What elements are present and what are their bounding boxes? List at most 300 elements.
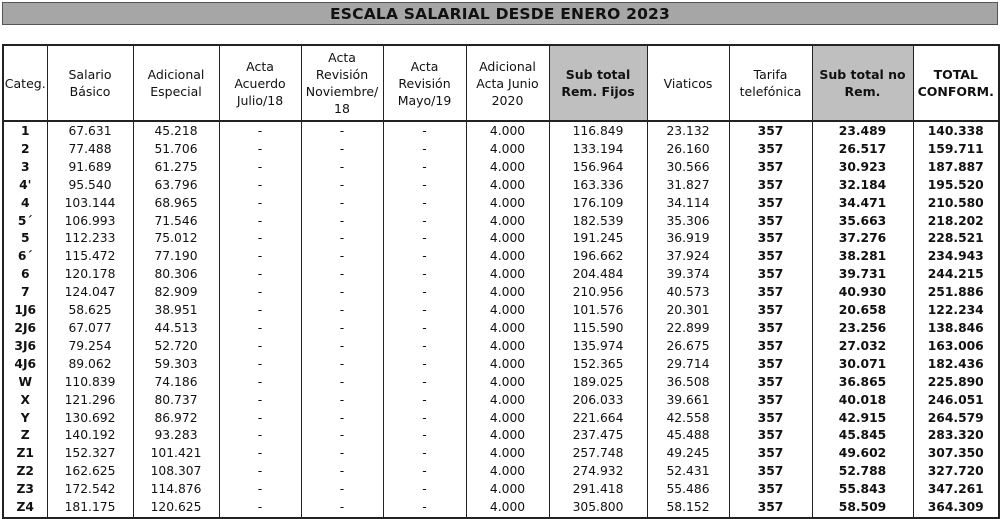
cell-acta-nov18: - — [301, 213, 383, 231]
cell-acta-julio18: - — [219, 141, 301, 159]
cell-subtotal-rem: 291.418 — [549, 481, 647, 499]
cell-subtotal-rem: 176.109 — [549, 195, 647, 213]
cell-adicional-junio2020: 4.000 — [466, 121, 549, 141]
table-row — [3, 463, 999, 481]
cell-acta-nov18: - — [301, 284, 383, 302]
table-row — [3, 427, 999, 445]
cell-adicional-junio2020: 4.000 — [466, 284, 549, 302]
cell-adicional-especial: 45.218 — [133, 121, 219, 141]
cell-tarifa: 357 — [729, 499, 812, 518]
cell-salario-basico: 172.542 — [47, 481, 133, 499]
cell-salario-basico: 79.254 — [47, 338, 133, 356]
cell-acta-nov18: - — [301, 374, 383, 392]
cell-tarifa: 357 — [729, 427, 812, 445]
cell-acta-julio18: - — [219, 445, 301, 463]
cell-salario-basico: 121.296 — [47, 392, 133, 410]
table-row — [3, 302, 999, 320]
cell-tarifa: 357 — [729, 284, 812, 302]
cell-total: 264.579 — [913, 410, 999, 428]
cell-viaticos: 30.566 — [647, 159, 729, 177]
table-row — [3, 159, 999, 177]
cell-acta-mayo19: - — [383, 356, 466, 374]
cell-tarifa: 357 — [729, 177, 812, 195]
cell-viaticos: 22.899 — [647, 320, 729, 338]
cell-acta-mayo19: - — [383, 248, 466, 266]
table-row — [3, 248, 999, 266]
cell-salario-basico: 67.077 — [47, 320, 133, 338]
cell-categ: X — [3, 392, 47, 410]
cell-subtotal-no-rem: 49.602 — [812, 445, 913, 463]
cell-acta-nov18: - — [301, 141, 383, 159]
cell-subtotal-rem: 189.025 — [549, 374, 647, 392]
header-acta-julio18: Acta Acuerdo Julio/18 — [219, 45, 301, 121]
cell-categ: 4 — [3, 195, 47, 213]
cell-acta-julio18: - — [219, 248, 301, 266]
cell-viaticos: 26.160 — [647, 141, 729, 159]
cell-adicional-junio2020: 4.000 — [466, 195, 549, 213]
cell-total: 218.202 — [913, 213, 999, 231]
cell-acta-julio18: - — [219, 338, 301, 356]
cell-categ: 2J6 — [3, 320, 47, 338]
cell-acta-nov18: - — [301, 195, 383, 213]
cell-viaticos: 39.661 — [647, 392, 729, 410]
cell-acta-mayo19: - — [383, 499, 466, 518]
cell-viaticos: 37.924 — [647, 248, 729, 266]
cell-acta-julio18: - — [219, 499, 301, 518]
cell-acta-nov18: - — [301, 427, 383, 445]
cell-tarifa: 357 — [729, 195, 812, 213]
cell-viaticos: 58.152 — [647, 499, 729, 518]
cell-subtotal-rem: 101.576 — [549, 302, 647, 320]
cell-total: 307.350 — [913, 445, 999, 463]
cell-adicional-especial: 93.283 — [133, 427, 219, 445]
cell-viaticos: 40.573 — [647, 284, 729, 302]
cell-tarifa: 357 — [729, 445, 812, 463]
cell-categ: 2 — [3, 141, 47, 159]
cell-subtotal-rem: 305.800 — [549, 499, 647, 518]
cell-subtotal-no-rem: 20.658 — [812, 302, 913, 320]
cell-acta-julio18: - — [219, 230, 301, 248]
table-row — [3, 230, 999, 248]
table-row — [3, 320, 999, 338]
cell-subtotal-no-rem: 26.517 — [812, 141, 913, 159]
cell-salario-basico: 140.192 — [47, 427, 133, 445]
cell-tarifa: 357 — [729, 356, 812, 374]
cell-acta-mayo19: - — [383, 320, 466, 338]
cell-subtotal-rem: 191.245 — [549, 230, 647, 248]
header-viaticos: Viaticos — [647, 45, 729, 121]
cell-subtotal-no-rem: 35.663 — [812, 213, 913, 231]
cell-tarifa: 357 — [729, 141, 812, 159]
cell-acta-mayo19: - — [383, 141, 466, 159]
cell-subtotal-rem: 274.932 — [549, 463, 647, 481]
cell-tarifa: 357 — [729, 213, 812, 231]
cell-acta-mayo19: - — [383, 338, 466, 356]
header-salario-basico: Salario Básico — [47, 45, 133, 121]
cell-salario-basico: 91.689 — [47, 159, 133, 177]
cell-subtotal-no-rem: 37.276 — [812, 230, 913, 248]
cell-salario-basico: 103.144 — [47, 195, 133, 213]
cell-viaticos: 31.827 — [647, 177, 729, 195]
cell-acta-mayo19: - — [383, 481, 466, 499]
cell-adicional-junio2020: 4.000 — [466, 374, 549, 392]
cell-adicional-junio2020: 4.000 — [466, 499, 549, 518]
cell-adicional-junio2020: 4.000 — [466, 356, 549, 374]
cell-adicional-junio2020: 4.000 — [466, 445, 549, 463]
cell-viaticos: 49.245 — [647, 445, 729, 463]
cell-adicional-especial: 101.421 — [133, 445, 219, 463]
cell-adicional-especial: 86.972 — [133, 410, 219, 428]
cell-acta-mayo19: - — [383, 410, 466, 428]
cell-acta-nov18: - — [301, 481, 383, 499]
cell-total: 347.261 — [913, 481, 999, 499]
cell-total: 246.051 — [913, 392, 999, 410]
cell-viaticos: 52.431 — [647, 463, 729, 481]
cell-total: 283.320 — [913, 427, 999, 445]
cell-acta-nov18: - — [301, 302, 383, 320]
cell-adicional-junio2020: 4.000 — [466, 230, 549, 248]
cell-subtotal-rem: 156.964 — [549, 159, 647, 177]
cell-acta-mayo19: - — [383, 213, 466, 231]
cell-subtotal-no-rem: 39.731 — [812, 266, 913, 284]
cell-acta-julio18: - — [219, 159, 301, 177]
cell-subtotal-rem: 133.194 — [549, 141, 647, 159]
cell-subtotal-rem: 135.974 — [549, 338, 647, 356]
cell-acta-mayo19: - — [383, 266, 466, 284]
cell-total: 138.846 — [913, 320, 999, 338]
cell-adicional-junio2020: 4.000 — [466, 392, 549, 410]
cell-categ: Z3 — [3, 481, 47, 499]
table-row — [3, 392, 999, 410]
cell-subtotal-rem: 237.475 — [549, 427, 647, 445]
cell-categ: 3J6 — [3, 338, 47, 356]
cell-acta-julio18: - — [219, 356, 301, 374]
cell-acta-nov18: - — [301, 445, 383, 463]
cell-viaticos: 29.714 — [647, 356, 729, 374]
cell-tarifa: 357 — [729, 159, 812, 177]
cell-subtotal-no-rem: 30.071 — [812, 356, 913, 374]
cell-adicional-junio2020: 4.000 — [466, 159, 549, 177]
cell-subtotal-rem: 152.365 — [549, 356, 647, 374]
cell-subtotal-no-rem: 55.843 — [812, 481, 913, 499]
cell-subtotal-rem: 210.956 — [549, 284, 647, 302]
cell-acta-mayo19: - — [383, 177, 466, 195]
cell-viaticos: 45.488 — [647, 427, 729, 445]
cell-total: 182.436 — [913, 356, 999, 374]
cell-total: 327.720 — [913, 463, 999, 481]
cell-categ: 1 — [3, 121, 47, 141]
cell-salario-basico: 95.540 — [47, 177, 133, 195]
cell-viaticos: 35.306 — [647, 213, 729, 231]
table-row — [3, 410, 999, 428]
cell-adicional-junio2020: 4.000 — [466, 177, 549, 195]
header-subtotal-rem: Sub total Rem. Fijos — [549, 45, 647, 121]
cell-subtotal-no-rem: 40.930 — [812, 284, 913, 302]
cell-categ: 6´ — [3, 248, 47, 266]
cell-categ: 7 — [3, 284, 47, 302]
cell-adicional-junio2020: 4.000 — [466, 338, 549, 356]
cell-tarifa: 357 — [729, 230, 812, 248]
cell-acta-julio18: - — [219, 463, 301, 481]
cell-subtotal-no-rem: 58.509 — [812, 499, 913, 518]
cell-subtotal-no-rem: 38.281 — [812, 248, 913, 266]
cell-adicional-especial: 52.720 — [133, 338, 219, 356]
cell-subtotal-no-rem: 32.184 — [812, 177, 913, 195]
cell-acta-julio18: - — [219, 481, 301, 499]
cell-adicional-junio2020: 4.000 — [466, 266, 549, 284]
cell-subtotal-no-rem: 42.915 — [812, 410, 913, 428]
cell-tarifa: 357 — [729, 266, 812, 284]
cell-subtotal-no-rem: 23.256 — [812, 320, 913, 338]
cell-acta-julio18: - — [219, 427, 301, 445]
cell-total: 210.580 — [913, 195, 999, 213]
cell-acta-julio18: - — [219, 302, 301, 320]
cell-acta-julio18: - — [219, 177, 301, 195]
cell-adicional-junio2020: 4.000 — [466, 427, 549, 445]
table-row — [3, 445, 999, 463]
cell-acta-mayo19: - — [383, 427, 466, 445]
cell-acta-nov18: - — [301, 499, 383, 518]
cell-acta-mayo19: - — [383, 374, 466, 392]
cell-total: 140.338 — [913, 121, 999, 141]
cell-acta-nov18: - — [301, 159, 383, 177]
cell-tarifa: 357 — [729, 374, 812, 392]
cell-categ: Z — [3, 427, 47, 445]
table-row — [3, 195, 999, 213]
cell-categ: Y — [3, 410, 47, 428]
cell-adicional-especial: 44.513 — [133, 320, 219, 338]
cell-acta-mayo19: - — [383, 463, 466, 481]
cell-viaticos: 55.486 — [647, 481, 729, 499]
cell-acta-nov18: - — [301, 338, 383, 356]
cell-total: 122.234 — [913, 302, 999, 320]
cell-adicional-junio2020: 4.000 — [466, 141, 549, 159]
cell-categ: 4' — [3, 177, 47, 195]
cell-adicional-junio2020: 4.000 — [466, 302, 549, 320]
cell-acta-mayo19: - — [383, 159, 466, 177]
cell-viaticos: 23.132 — [647, 121, 729, 141]
cell-categ: 1J6 — [3, 302, 47, 320]
cell-acta-nov18: - — [301, 320, 383, 338]
cell-adicional-junio2020: 4.000 — [466, 320, 549, 338]
cell-salario-basico: 124.047 — [47, 284, 133, 302]
table-row — [3, 338, 999, 356]
cell-salario-basico: 162.625 — [47, 463, 133, 481]
cell-acta-mayo19: - — [383, 195, 466, 213]
cell-acta-julio18: - — [219, 320, 301, 338]
cell-acta-mayo19: - — [383, 302, 466, 320]
cell-subtotal-no-rem: 34.471 — [812, 195, 913, 213]
cell-acta-julio18: - — [219, 195, 301, 213]
cell-tarifa: 357 — [729, 121, 812, 141]
header-adicional-especial: Adicional Especial — [133, 45, 219, 121]
cell-total: 234.943 — [913, 248, 999, 266]
cell-total: 364.309 — [913, 499, 999, 518]
cell-total: 187.887 — [913, 159, 999, 177]
table-row — [3, 121, 999, 141]
header-acta-nov18: Acta Revisión Noviembre/ 18 — [301, 45, 383, 121]
cell-acta-nov18: - — [301, 248, 383, 266]
cell-adicional-junio2020: 4.000 — [466, 463, 549, 481]
table-row — [3, 481, 999, 499]
cell-acta-julio18: - — [219, 392, 301, 410]
cell-subtotal-no-rem: 45.845 — [812, 427, 913, 445]
header-adicional-junio2020: Adicional Acta Junio 2020 — [466, 45, 549, 121]
cell-salario-basico: 67.631 — [47, 121, 133, 141]
header-row — [3, 45, 999, 121]
cell-acta-julio18: - — [219, 374, 301, 392]
cell-total: 228.521 — [913, 230, 999, 248]
cell-viaticos: 39.374 — [647, 266, 729, 284]
cell-salario-basico: 152.327 — [47, 445, 133, 463]
cell-tarifa: 357 — [729, 463, 812, 481]
cell-adicional-especial: 75.012 — [133, 230, 219, 248]
cell-adicional-especial: 59.303 — [133, 356, 219, 374]
cell-viaticos: 36.508 — [647, 374, 729, 392]
header-acta-mayo19: Acta Revisión Mayo/19 — [383, 45, 466, 121]
cell-acta-nov18: - — [301, 392, 383, 410]
cell-subtotal-rem: 206.033 — [549, 392, 647, 410]
cell-adicional-especial: 77.190 — [133, 248, 219, 266]
cell-categ: 3 — [3, 159, 47, 177]
cell-categ: 4J6 — [3, 356, 47, 374]
cell-total: 251.886 — [913, 284, 999, 302]
table-body — [3, 121, 999, 518]
cell-total: 159.711 — [913, 141, 999, 159]
cell-acta-nov18: - — [301, 410, 383, 428]
cell-subtotal-rem: 115.590 — [549, 320, 647, 338]
cell-tarifa: 357 — [729, 392, 812, 410]
cell-viaticos: 34.114 — [647, 195, 729, 213]
cell-tarifa: 357 — [729, 338, 812, 356]
cell-salario-basico: 130.692 — [47, 410, 133, 428]
cell-acta-nov18: - — [301, 266, 383, 284]
cell-acta-mayo19: - — [383, 230, 466, 248]
page-title: ESCALA SALARIAL DESDE ENERO 2023 — [2, 2, 998, 25]
cell-viaticos: 42.558 — [647, 410, 729, 428]
cell-adicional-especial: 61.275 — [133, 159, 219, 177]
cell-acta-julio18: - — [219, 213, 301, 231]
cell-adicional-especial: 71.546 — [133, 213, 219, 231]
cell-adicional-especial: 108.307 — [133, 463, 219, 481]
cell-total: 195.520 — [913, 177, 999, 195]
cell-viaticos: 20.301 — [647, 302, 729, 320]
cell-acta-nov18: - — [301, 177, 383, 195]
cell-salario-basico: 115.472 — [47, 248, 133, 266]
cell-tarifa: 357 — [729, 248, 812, 266]
cell-acta-julio18: - — [219, 121, 301, 141]
cell-acta-nov18: - — [301, 121, 383, 141]
cell-subtotal-no-rem: 36.865 — [812, 374, 913, 392]
cell-categ: W — [3, 374, 47, 392]
table-row — [3, 141, 999, 159]
cell-acta-mayo19: - — [383, 121, 466, 141]
cell-acta-nov18: - — [301, 463, 383, 481]
cell-adicional-especial: 80.306 — [133, 266, 219, 284]
cell-adicional-junio2020: 4.000 — [466, 481, 549, 499]
cell-tarifa: 357 — [729, 320, 812, 338]
header-total: TOTAL CONFORM. — [913, 45, 999, 121]
cell-total: 225.890 — [913, 374, 999, 392]
table-row — [3, 499, 999, 518]
cell-subtotal-rem: 116.849 — [549, 121, 647, 141]
cell-adicional-junio2020: 4.000 — [466, 248, 549, 266]
cell-subtotal-no-rem: 27.032 — [812, 338, 913, 356]
cell-tarifa: 357 — [729, 410, 812, 428]
cell-categ: Z4 — [3, 499, 47, 518]
cell-adicional-especial: 114.876 — [133, 481, 219, 499]
cell-tarifa: 357 — [729, 481, 812, 499]
table-row — [3, 284, 999, 302]
table-row — [3, 374, 999, 392]
cell-subtotal-rem: 196.662 — [549, 248, 647, 266]
cell-acta-nov18: - — [301, 230, 383, 248]
cell-salario-basico: 89.062 — [47, 356, 133, 374]
cell-acta-julio18: - — [219, 284, 301, 302]
cell-acta-julio18: - — [219, 410, 301, 428]
cell-categ: 5 — [3, 230, 47, 248]
cell-salario-basico: 58.625 — [47, 302, 133, 320]
header-subtotal-no-rem: Sub total no Rem. — [812, 45, 913, 121]
cell-subtotal-no-rem: 23.489 — [812, 121, 913, 141]
cell-adicional-especial: 68.965 — [133, 195, 219, 213]
cell-acta-mayo19: - — [383, 392, 466, 410]
cell-adicional-junio2020: 4.000 — [466, 213, 549, 231]
cell-subtotal-rem: 257.748 — [549, 445, 647, 463]
cell-subtotal-no-rem: 52.788 — [812, 463, 913, 481]
cell-acta-julio18: - — [219, 266, 301, 284]
cell-salario-basico: 120.178 — [47, 266, 133, 284]
cell-subtotal-no-rem: 30.923 — [812, 159, 913, 177]
header-categ: Categ. — [3, 45, 47, 121]
cell-subtotal-rem: 163.336 — [549, 177, 647, 195]
cell-categ: Z1 — [3, 445, 47, 463]
cell-categ: 5´ — [3, 213, 47, 231]
cell-categ: 6 — [3, 266, 47, 284]
table-row — [3, 177, 999, 195]
cell-subtotal-rem: 221.664 — [549, 410, 647, 428]
cell-adicional-especial: 82.909 — [133, 284, 219, 302]
cell-adicional-especial: 38.951 — [133, 302, 219, 320]
header-tarifa: Tarifa telefónica — [729, 45, 812, 121]
cell-total: 244.215 — [913, 266, 999, 284]
cell-subtotal-rem: 182.539 — [549, 213, 647, 231]
cell-viaticos: 36.919 — [647, 230, 729, 248]
cell-total: 163.006 — [913, 338, 999, 356]
cell-salario-basico: 110.839 — [47, 374, 133, 392]
cell-salario-basico: 181.175 — [47, 499, 133, 518]
cell-salario-basico: 77.488 — [47, 141, 133, 159]
cell-subtotal-no-rem: 40.018 — [812, 392, 913, 410]
cell-salario-basico: 112.233 — [47, 230, 133, 248]
cell-adicional-especial: 120.625 — [133, 499, 219, 518]
cell-acta-mayo19: - — [383, 284, 466, 302]
table-row — [3, 356, 999, 374]
cell-adicional-especial: 51.706 — [133, 141, 219, 159]
cell-adicional-especial: 74.186 — [133, 374, 219, 392]
cell-tarifa: 357 — [729, 302, 812, 320]
salary-scale-table — [2, 44, 1000, 519]
cell-adicional-especial: 80.737 — [133, 392, 219, 410]
cell-acta-mayo19: - — [383, 445, 466, 463]
cell-viaticos: 26.675 — [647, 338, 729, 356]
cell-categ: Z2 — [3, 463, 47, 481]
cell-salario-basico: 106.993 — [47, 213, 133, 231]
cell-adicional-especial: 63.796 — [133, 177, 219, 195]
cell-acta-nov18: - — [301, 356, 383, 374]
table-row — [3, 213, 999, 231]
table-row — [3, 266, 999, 284]
